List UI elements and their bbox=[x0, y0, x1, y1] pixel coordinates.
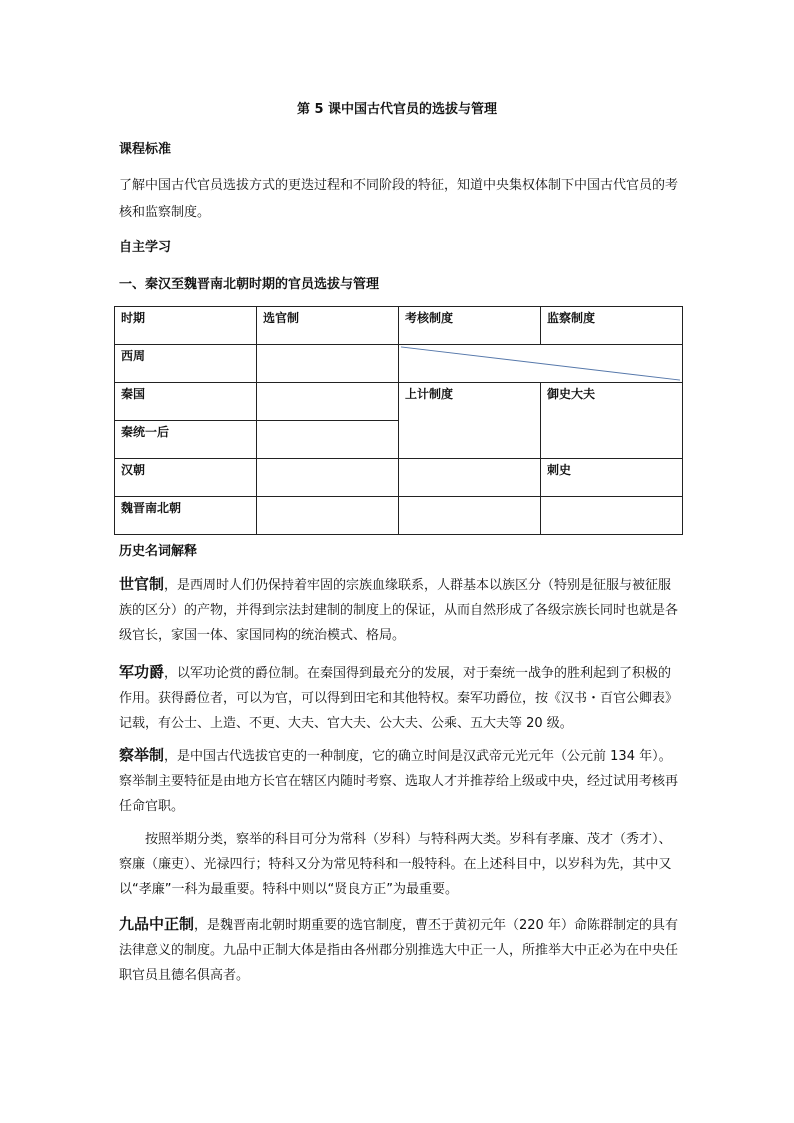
table-header-cell: 选官制 bbox=[257, 307, 399, 345]
standard-heading: 课程标准 bbox=[119, 142, 172, 157]
row-label-weijin: 魏晋南北朝 bbox=[115, 497, 257, 535]
table-row bbox=[115, 497, 683, 535]
term-label: 九品中正制 bbox=[119, 915, 195, 933]
term-label: 世官制 bbox=[119, 575, 165, 593]
table-row bbox=[115, 459, 683, 497]
table-header-cell: 考核制度 bbox=[399, 307, 541, 345]
term-text: ，是西周时人们仍保持着牢固的宗族血缘联系，人群基本以族区分（特别是征服与被征服族的区分）的产物，并得到宗法封建制的制度上的保证，从而自然形成了各级宗族长同时也就是各级官长，家国一体、家国同构的统治模式、格局。 bbox=[119, 578, 679, 643]
term-paragraph-shiguanzhi bbox=[119, 572, 681, 648]
cell-cishi: 刺史 bbox=[541, 459, 683, 497]
selection-table bbox=[114, 306, 683, 535]
term-text: ，以军功论赏的爵位制。在秦国得到最充分的发展，对于秦统一战争的胜利起到了积极的作用。获得爵位者，可以为官，可以得到田宅和其他特权。秦军功爵位，按《汉书・百官公卿表》记载，有公士、上造、不更、大夫、官大夫、公大夫、公乘、五大夫等 20 级。 bbox=[119, 666, 679, 731]
table-header-row bbox=[115, 307, 683, 345]
table-cell bbox=[257, 421, 399, 459]
table-cell bbox=[257, 497, 399, 535]
table-cell bbox=[399, 459, 541, 497]
table-row bbox=[115, 345, 683, 383]
table-cell bbox=[541, 497, 683, 535]
page-title: 第 5 课中国古代官员的选拔与管理 bbox=[296, 102, 498, 117]
term-paragraph-jungongjue bbox=[119, 660, 681, 736]
self-study-heading: 自主学习 bbox=[119, 240, 172, 255]
row-label-qin-unified: 秦统一后 bbox=[115, 421, 257, 459]
table-row bbox=[115, 383, 683, 421]
term-paragraph-chaju-categories bbox=[119, 827, 681, 902]
term-label: 军功爵 bbox=[119, 663, 165, 681]
table-header-cell: 时期 bbox=[115, 307, 257, 345]
table-cell bbox=[399, 497, 541, 535]
term-paragraph-chajuzhi bbox=[119, 743, 681, 819]
cell-yushi: 御史大夫 bbox=[541, 383, 683, 459]
term-text: ，是魏晋南北朝时期重要的选官制度，曹丕于黄初元年（220 年）命陈群制定的具有法律意义的制度。九品中正制大体是指由各州郡分别推选大中正一人，所推举大中正必为在中央任职官员且德名俱高者。 bbox=[119, 918, 679, 983]
term-text: 按照举期分类，察举的科目可分为常科（岁科）与特科两大类。岁科有孝廉、茂才（秀才）、察廉（廉吏）、光禄四行；特科又分为常见特科和一般特科。在上述科目中，以岁科为先，其中又以“孝廉”一科为最重要。特科中则以“贤良方正”为最重要。 bbox=[119, 832, 672, 897]
standard-text: 了解中国古代官员选拔方式的更迭过程和不同阶段的特征，知道中央集权体制下中国古代官员的考核和监察制度。 bbox=[119, 178, 679, 220]
table-header-cell: 监察制度 bbox=[541, 307, 683, 345]
table-cell bbox=[257, 345, 399, 383]
row-label-qinguo: 秦国 bbox=[115, 383, 257, 421]
row-label-han: 汉朝 bbox=[115, 459, 257, 497]
terms-heading: 历史名词解释 bbox=[119, 544, 198, 559]
table-cell bbox=[257, 459, 399, 497]
part1-heading: 一、秦汉至魏晋南北朝时期的官员选拔与管理 bbox=[119, 277, 380, 292]
term-label: 察举制 bbox=[119, 746, 165, 764]
term-paragraph-jiupin bbox=[119, 912, 681, 988]
cell-shangji: 上计制度 bbox=[399, 383, 541, 459]
diagonal-cell bbox=[399, 345, 683, 383]
table-cell bbox=[257, 383, 399, 421]
row-label-xizhou: 西周 bbox=[115, 345, 257, 383]
diagonal-line bbox=[399, 345, 682, 382]
term-text: ，是中国古代选拔官吏的一种制度，它的确立时间是汉武帝元光元年（公元前 134 年）。察举制主要特征是由地方长官在辖区内随时考察、选取人才并推荐给上级或中央，经过试用考核再任命官职。 bbox=[119, 749, 679, 814]
